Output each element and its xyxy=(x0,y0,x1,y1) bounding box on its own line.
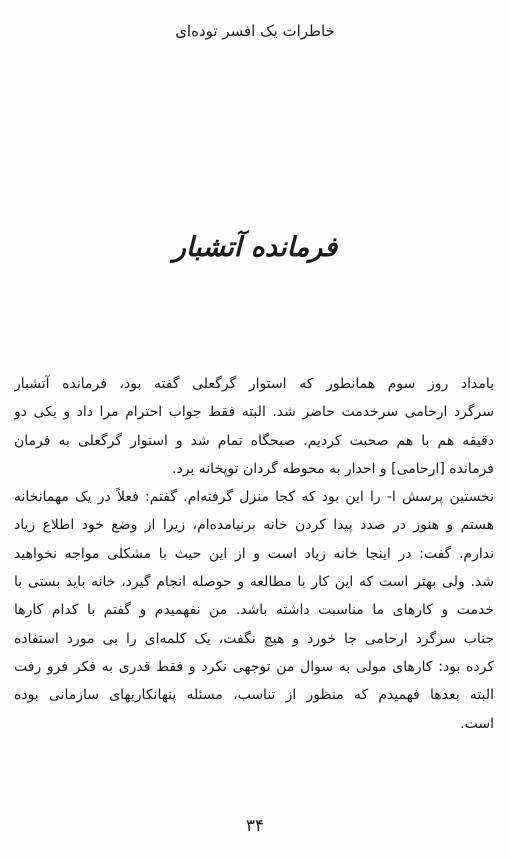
text-line: نخستین پرسش ا- را این بود که کجا منزل گرفته‌ام. گفتم: فعلاً در یک مهمانخانه xyxy=(14,489,494,506)
page-number: ۳۴ xyxy=(245,816,265,836)
text-line: البته بعدها فهمیدم که منظور از تناسب، مسئله پنهانکاریهای سازمانی بوده xyxy=(14,687,494,704)
text-line: ندارم. گفت: در اینجا خانه زیاد است و از این حیث با مشکلی مواجه نخواهید xyxy=(14,545,494,562)
text-line: خدمت و کارهای ما مناسبت داشته باشد. من نفهمیدم و گفتم با کدام کارها xyxy=(14,602,494,619)
text-line: شد. ولی بهتر است که این کار با مطالعه و حوصله انجام گیرد، خانه باید بستی با xyxy=(14,574,494,591)
text-line: بامداد روز سوم همانطور که استوار گرگعلی گفته بود، فرمانده آتشبار xyxy=(14,376,494,392)
text-line: کرده بود: کارهای مولی به سوال من توجهی نکرد و فقط قدری به فکر فرو رفت xyxy=(14,658,494,675)
text-line: دقیقه هم با هم صحبت کردیم. صبحگاه تمام شد و استوار گرگعلی به فرمان xyxy=(14,432,494,449)
text-line: فرمانده [ارحامی] و احدار به محوطه گردان توپخانه برد. xyxy=(172,460,494,477)
text-line: جناب سرگرد ارحامی جا خورد و هیچ نگفت، یک کلمه‌ای را بی مورد استفاده xyxy=(14,630,494,647)
text-line: است. xyxy=(460,715,494,732)
body-text xyxy=(14,370,494,738)
text-line: سرگرد ارحامی سرخدمت حاضر شد. البته فقط جواب احترام مرا داد و یکی دو xyxy=(14,404,494,421)
running-head: خاطرات یک افسر توده‌ای xyxy=(175,22,335,40)
chapter-title: فرمانده آتشبار xyxy=(172,232,338,263)
text-line: هستم و هنوز در صدد پیدا کردن خانه برنیامده‌ام، زیرا از وضع خود اطلاع زیاد xyxy=(14,517,494,534)
